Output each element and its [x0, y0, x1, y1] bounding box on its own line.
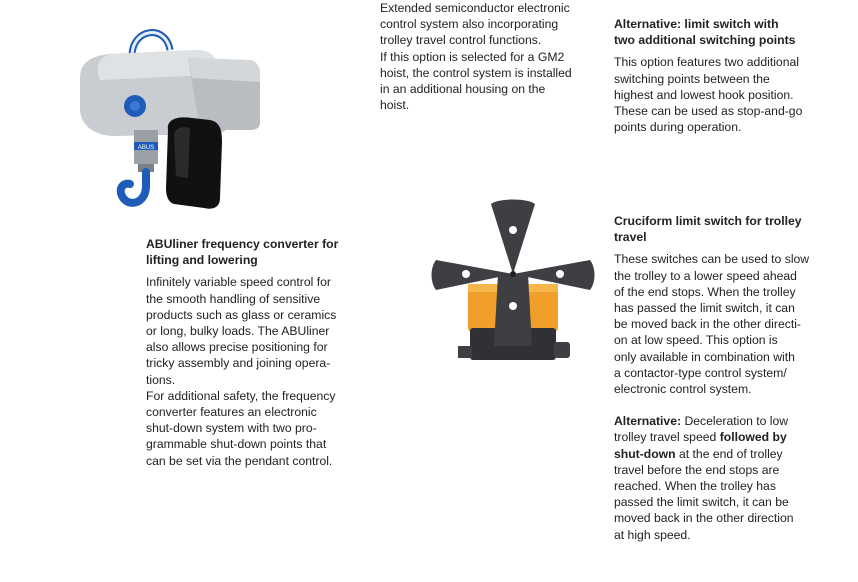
cruciform-body: These switches can be used to slow the trolley to a lower speed ahead of the end stops. When the trolley has passed the limit switch, it can be moved back in the other directi- on at low speed. This option is only available in combination with a contactor-type control system/ electronic control system. [614, 252, 810, 397]
control-system-description [380, 0, 590, 113]
text-line: control system also incorporating [380, 17, 559, 32]
limit-switch-body: This option features two additional switching points between the highest and lowest hook position. These can be used as stop-and-go points during operation. [614, 55, 803, 135]
cruciform-heading: Cruciform limit switch for trolley travel [614, 214, 802, 245]
text-line: Extended semiconductor electronic [380, 1, 570, 15]
text-line: in an additional housing on the [380, 82, 546, 97]
hoist-brand-text: ABUS [137, 145, 155, 151]
abuliner-section [146, 236, 366, 469]
abuliner-body: Infinitely variable speed control for the smooth handling of sensitive products such as glass or ceramics or long, bulky loads. The ABUliner also allows precise positioning for tricky assembly and joining opera- tions. For additional safety, the frequency converter features an electronic shut-down system with two pro- grammable shut-down points that can be set via the pendant control. [146, 275, 337, 468]
alternative-label: Alternative: [614, 414, 682, 429]
limit-switch-section [614, 16, 839, 135]
limit-switch-heading: Alternative: limit switch with two additional switching points [614, 17, 796, 48]
cruciform-section [614, 213, 839, 543]
text-line: hoist. [380, 98, 410, 113]
text-line: trolley travel control functions. [380, 33, 542, 48]
text-line: hoist, the control system is installed [380, 65, 572, 80]
cruciform-alternative: Alternative: Deceleration to low trolley travel speed followed by shut-down at the end of trolley travel before the end stops are reached. When the trolley has passed the limit switch, it can be moved back in the other direction at high speed. [614, 414, 794, 542]
abuliner-heading: ABUliner frequency converter for lifting and lowering [146, 237, 339, 268]
text-line: If this option is selected for a GM2 [380, 49, 565, 64]
cruciform-switch-illustration [428, 196, 598, 371]
hoist-illustration [70, 18, 275, 223]
